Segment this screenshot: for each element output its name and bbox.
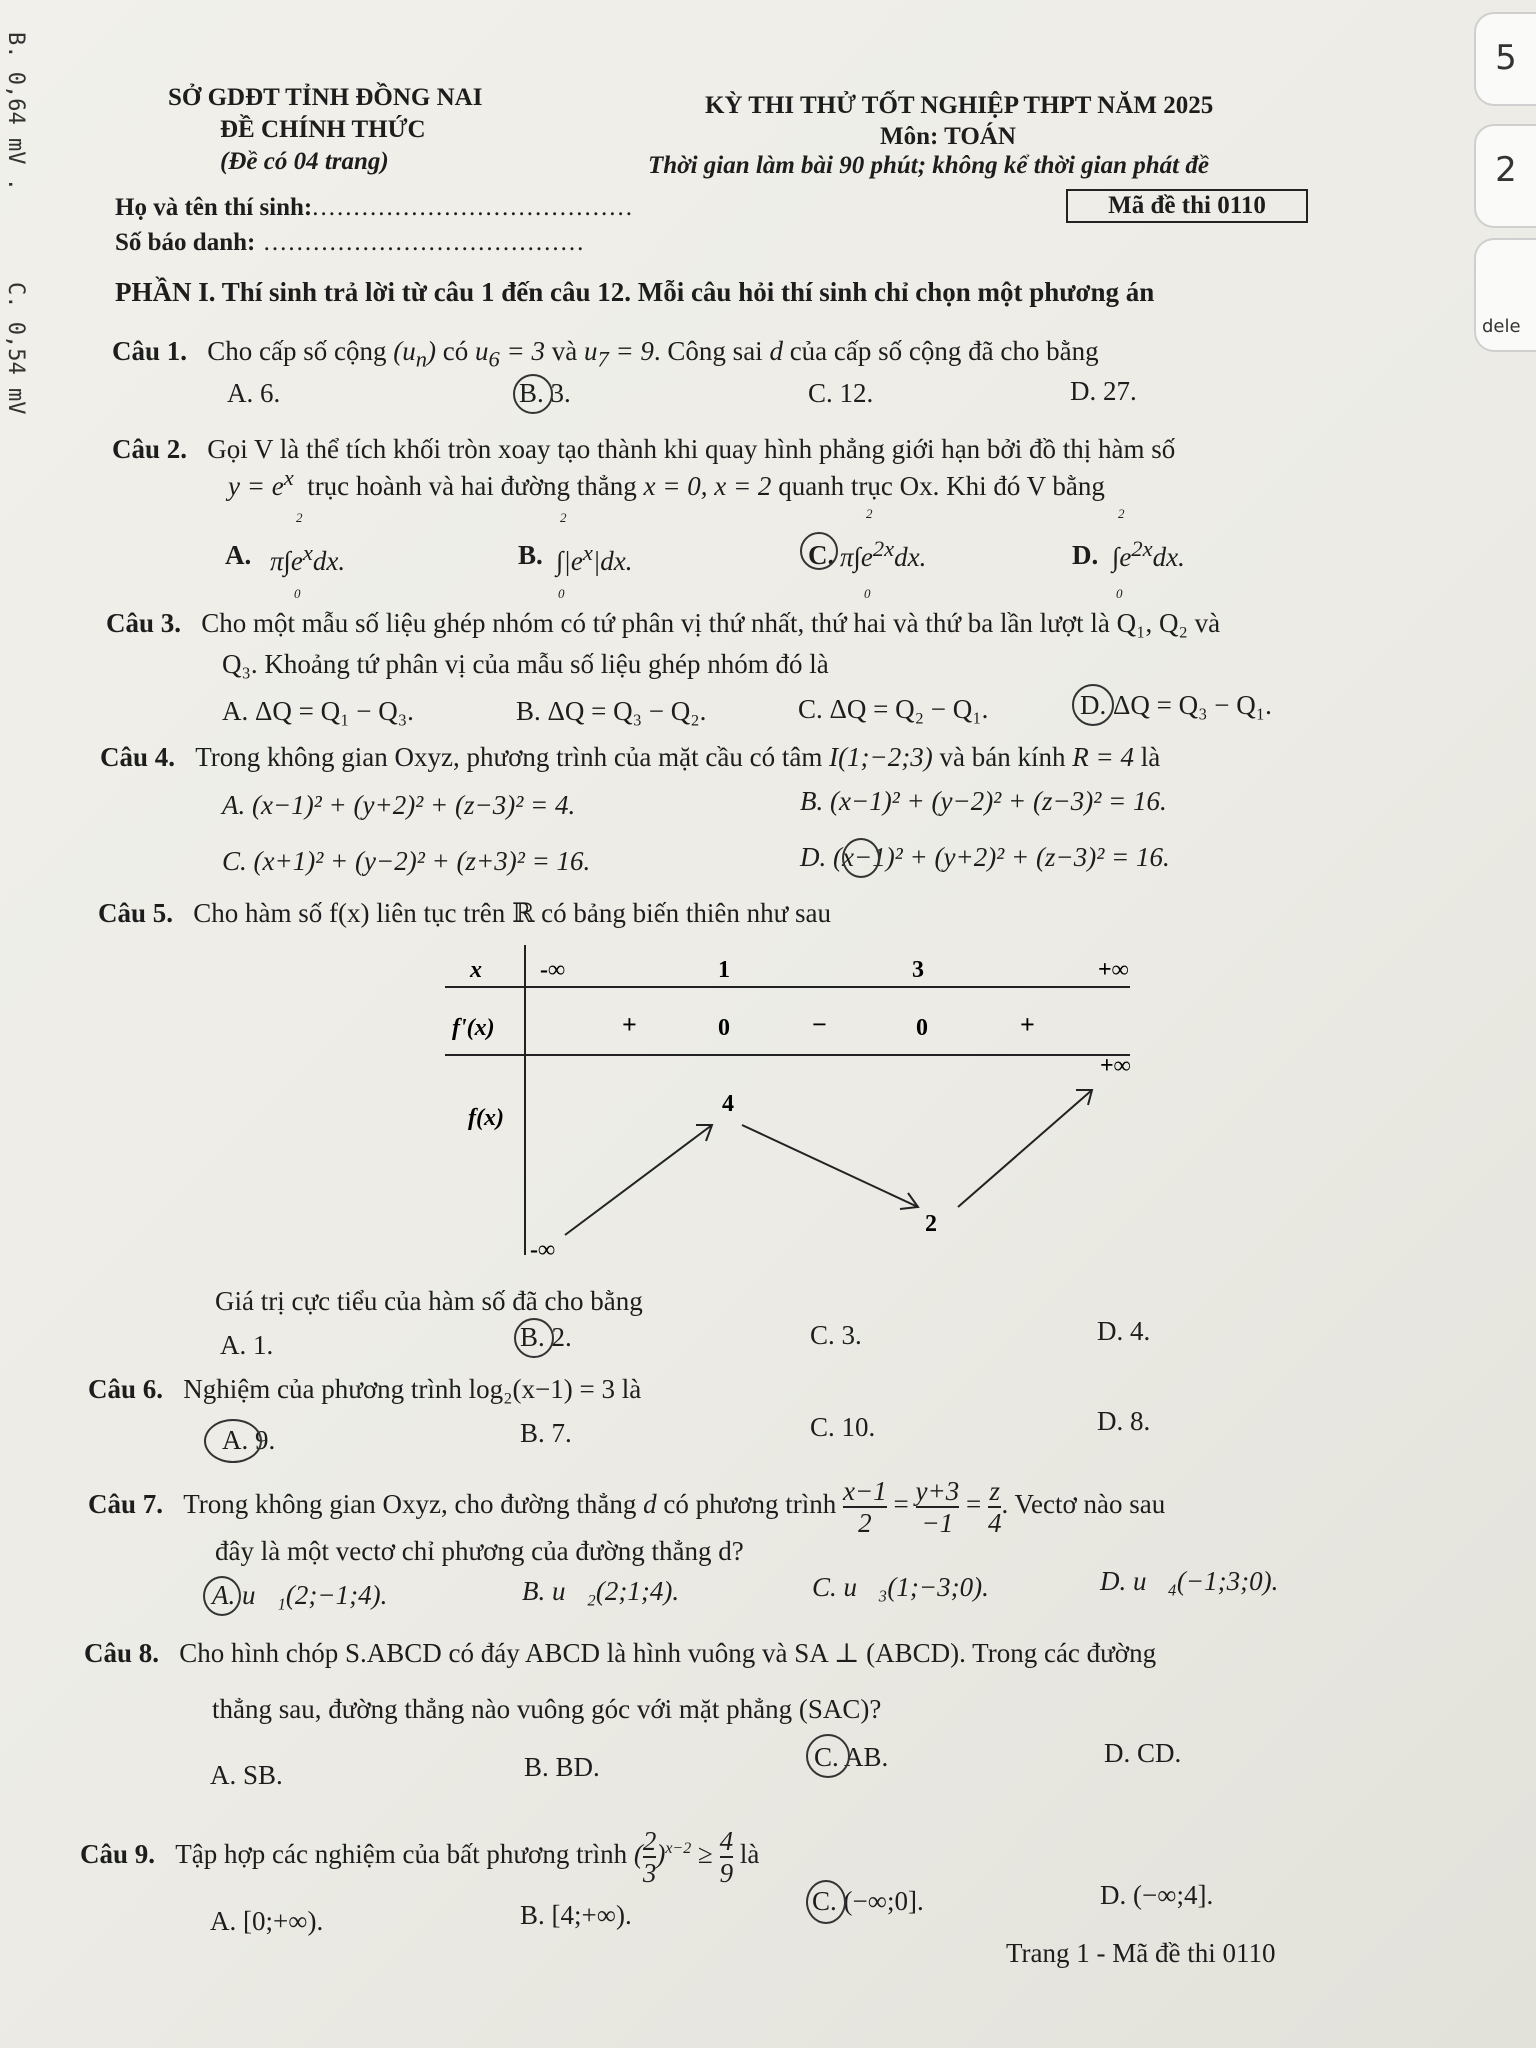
q7-option-c[interactable]: C. u⃗₃(1;−3;0).	[812, 1572, 989, 1602]
q2-answer-mark	[800, 532, 838, 570]
q8-line2: thẳng sau, đường thẳng nào vuông góc với mặt phẳng (SAC)?	[212, 1694, 882, 1724]
q3-answer-mark	[1072, 684, 1114, 726]
q1-stem: Câu 1. Cho cấp số cộng $(u_n)$ có $u_6 = 3$ và $u_7 = 9$. Công sai d của cấp số cộng đã cho bằng	[112, 336, 1099, 372]
table-x-value-3: 3	[912, 957, 924, 983]
margin-note-c: C. 0,54 mV	[3, 282, 28, 415]
table-sign-1: +	[622, 1010, 637, 1039]
q6-label: Câu 6.	[88, 1374, 164, 1404]
q3-option-a[interactable]: A. ΔQ = Q₁ − Q₃.	[222, 696, 414, 726]
q7-option-b[interactable]: B. u⃗₂(2;1;4).	[522, 1576, 680, 1606]
q6-text: Nghiệm của phương trình log₂(x−1) = 3 là	[183, 1374, 642, 1404]
q4-radius: R = 4	[1072, 742, 1134, 772]
q9-stem: Câu 9. Tập hợp các nghiệm của bất phương trình ( 2 3)$^{x-2}$ ≥ 4 9 là	[80, 1826, 760, 1888]
q7-text-c: . Vectơ nào sau	[1001, 1489, 1166, 1520]
exam-page: B. 0,64 mV . C. 0,54 mV 5 2 dele SỞ GDĐT TỈNH ĐỒNG NAI ĐỀ CHÍNH THỨC (Đề có 04 trang) KỲ THI THỬ TỐT NGHIỆP THPT NĂM 2025 Môn: TOÁN Thời gian làm bài 90 phút; không kể thời gian phát đề Họ và tên thí sinh:....................................... Số báo danh: ....................................... Mã đề thi 0110 PHẦN I. Thí sinh trả lời từ câu 1 đến câu 12. Mỗi câu hỏi thí sinh chỉ chọn một phương án Câu 1. Cho cấp số cộng $(u_n)$ có $u_6 = 3$ và $u_7 = 9$. Công sai d của cấp số cộng đã cho bằng A. 6. B. 3. C. 12. D. 27. Câu 2. Gọi V là thể tích khối tròn xoay tạo thành khi quay hình phẳng giới hạn bởi đồ thị hàm số $y = e^x$ trục hoành và hai đường thẳng x = 0, x = 2 quanh trục Ox. Khi đó V bằng A. 2 $\pi\int e^xdx$. 0 B. 2 $\int|e^x|dx$. 0 C. 2 $\pi\int e^{2x}dx$. 0 D. 2 $\int e^{2x}dx$. 0 Câu 3. Cho một mẫu số liệu ghép nhóm có tứ phân vị thứ nhất, thứ hai và thứ ba lần lượt là Q₁, Q₂ và Q₃. Khoảng tứ phân vị của mẫu số liệu ghép nhóm đó là A. ΔQ = Q₁ − Q₃. B. ΔQ = Q₃ − Q₂. C. ΔQ = Q₂ − Q₁. D. ΔQ = Q₃ − Q₁. Câu 4. Trong không gian Oxyz, phương trình của mặt cầu có tâm I(1;−2;3) và bán kính R = 4 là A. (x−1)² + (y+2)² + (z−3)² = 4. B. (x−1)² + (y−2)² + (z−3)² = 16. C. (x+1)² + (y−2)² + (z+3)² = 16. D. (x−1)² + (y+2)² + (z−3)² = 16. Câu 5. Cho hàm số f(x) liên tục trên ℝ có bảng biến thiên như sau x f'(x) f(x) -∞ 1 3 +∞ + 0 − 0 + -∞ 4 2 +∞ Giá trị cực tiểu của hàm số đã cho bằng A. 1. B. 2. C. 3. D. 4. Câu 6. Nghiệm của phương trình log₂(x−1) = 3 là A. 9. B. 7. C. 10. D. 8. Câu 7. Trong không gian Oxyz, cho đường thẳng d có phương trình x−1 2 = y+3 −1 = z 4. Vectơ nào sau đây là một vectơ chỉ phương của đường thẳng d? A. u⃗₁(2;−1;4). B. u⃗₂(2;1;4). C. u⃗₃(1;−3;0). D. u⃗₄(−1;3;0). Câu 8. Cho hình chóp S.ABCD có đáy ABCD là hình vuông và SA ⊥ (ABCD). Trong các đường thẳng sau, đường thẳng nào vuông góc với mặt phẳng (SAC)? A. SB. B. BD. C. AB. D. CD. Câu 9. Tập hợp các nghiệm của bất phương trình ( 2 3)$^{x-2}$ ≥ 4 9 là A. [0;+∞). B. [4;+∞). C. (−∞;0]. D. (−∞;4]. Trang 1 - Mã đề thi 0110	[0, 0, 1536, 2048]
q4-option-b[interactable]: B. (x−1)² + (y−2)² + (z−3)² = 16.	[800, 786, 1167, 816]
q2-line1	[112, 434, 1175, 465]
q1-label: Câu 1.	[112, 336, 188, 366]
q4-text-a: Trong không gian Oxyz, phương trình của mặt cầu có tâm	[195, 742, 823, 772]
table-sign-4: 0	[916, 1015, 928, 1041]
q4-option-d[interactable]: D. (x−1)² + (y+2)² + (z−3)² = 16.	[800, 842, 1170, 872]
q1-text-e: của cấp số cộng đã cho bằng	[789, 336, 1099, 366]
q7-answer-mark	[203, 1576, 241, 1616]
id-label: Số báo danh:	[115, 229, 256, 256]
table-sign-3: −	[812, 1010, 827, 1039]
q2-label: Câu 2.	[112, 434, 188, 464]
student-name-field: Họ và tên thí sinh:.......................................	[115, 194, 635, 221]
q8-option-b[interactable]: B. BD.	[524, 1752, 600, 1782]
table-f-label: f(x)	[468, 1105, 504, 1131]
page-tab-top	[1474, 12, 1536, 106]
q1-option-b[interactable]: B. 3.	[519, 378, 571, 408]
q8-text-1: Cho hình chóp S.ABCD có đáy ABCD là hình vuông và SA ⊥ (ABCD). Trong các đường	[179, 1638, 1157, 1668]
exam-code-box: Mã đề thi 0110	[1066, 189, 1308, 223]
q9-option-c[interactable]: C. (−∞;0].	[812, 1886, 924, 1916]
q5-question: Giá trị cực tiểu của hàm số đã cho bằng	[215, 1286, 643, 1316]
q9-option-b[interactable]: B. [4;+∞).	[520, 1900, 632, 1930]
table-arrowhead-2	[900, 1193, 918, 1209]
q5-answer-mark	[514, 1318, 554, 1358]
q7-text-a: Trong không gian Oxyz, cho đường thẳng	[183, 1489, 637, 1520]
q2-option-c-label[interactable]: C.	[808, 540, 835, 570]
q2-line2: $y = e^x$ trục hoành và hai đường thẳng x = 0, x = 2 quanh trục Ox. Khi đó V bằng	[228, 465, 1105, 501]
q8-option-d[interactable]: D. CD.	[1104, 1738, 1182, 1768]
table-f-value-2: 4	[722, 1091, 734, 1117]
page-tab-number: 5	[1495, 38, 1517, 78]
q3-line2: Q₃. Khoảng tứ phân vị của mẫu số liệu ghép nhóm đó là	[222, 649, 829, 679]
q6-option-b[interactable]: B. 7.	[520, 1418, 572, 1448]
q9-answer-mark	[806, 1880, 846, 1924]
q9-option-d[interactable]: D. (−∞;4].	[1100, 1880, 1214, 1910]
q5-option-a[interactable]: A. 1.	[220, 1330, 274, 1360]
q6-option-a[interactable]: A. 9.	[222, 1425, 276, 1455]
name-label: Họ và tên thí sinh:	[115, 194, 313, 221]
q8-answer-mark	[806, 1734, 850, 1778]
table-x-value-4: +∞	[1098, 957, 1129, 983]
q2-option-b-label[interactable]: B.	[518, 540, 543, 570]
table-sign-5: +	[1020, 1010, 1035, 1039]
dept-name: SỞ GDĐT TỈNH ĐỒNG NAI	[168, 84, 483, 111]
q4-option-c[interactable]: C. (x+1)² + (y−2)² + (z+3)² = 16.	[222, 846, 591, 876]
exam-title: KỲ THI THỬ TỐT NGHIỆP THPT NĂM 2025	[705, 92, 1214, 119]
page-tab-mid	[1474, 124, 1536, 228]
page-tab-text: dele	[1482, 316, 1521, 337]
q4-text-e: là	[1140, 742, 1161, 772]
q8-line1	[84, 1638, 1156, 1669]
q5-option-c[interactable]: C. 3.	[810, 1320, 862, 1350]
q3-label: Câu 3.	[106, 608, 182, 638]
table-arrow-down	[742, 1125, 918, 1207]
time-note: Thời gian làm bài 90 phút; không kể thời gian phát đề	[648, 152, 1209, 179]
q3-text-1: Cho một mẫu số liệu ghép nhóm có tứ phân vị thứ nhất, thứ hai và thứ ba lần lượt là Q₁, Q₂ và	[201, 608, 1221, 638]
q1-text-a: Cho cấp số cộng	[207, 336, 387, 366]
q5-line1	[98, 898, 831, 929]
q1-option-c[interactable]: C. 12.	[808, 378, 874, 408]
q5-label: Câu 5.	[98, 898, 174, 928]
q4-line1	[100, 742, 1160, 773]
q5-text: Cho hàm số f(x) liên tục trên ℝ có bảng biến thiên như sau	[193, 898, 831, 928]
q4-answer-mark	[842, 838, 880, 878]
q1-option-d[interactable]: D. 27.	[1070, 376, 1137, 406]
q3-option-d[interactable]: D. ΔQ = Q₃ − Q₁.	[1080, 690, 1272, 720]
q8-option-c[interactable]: C. AB.	[814, 1742, 889, 1772]
q1-option-a[interactable]: A. 6.	[227, 378, 281, 408]
table-x-value-2: 1	[718, 957, 730, 983]
q9-text-b: là	[739, 1839, 760, 1870]
part-heading: PHẦN I. Thí sinh trả lời từ câu 1 đến câu 12. Mỗi câu hỏi thí sinh chỉ chọn một phương án	[115, 277, 1155, 307]
q4-option-a[interactable]: A. (x−1)² + (y+2)² + (z−3)² = 4.	[222, 790, 576, 820]
q6-answer-mark	[204, 1419, 262, 1463]
q9-label: Câu 9.	[80, 1839, 156, 1870]
q2-option-a-label[interactable]: A.	[225, 540, 252, 570]
q7-label: Câu 7.	[88, 1489, 164, 1520]
table-arrow-up-1	[565, 1125, 712, 1235]
subject: Môn: TOÁN	[880, 123, 1016, 150]
table-fp-label: f'(x)	[452, 1015, 495, 1041]
q2-text-2a: trục hoành và hai đường thẳng	[307, 471, 637, 501]
q1-text-d: . Công sai	[653, 336, 763, 366]
table-arrow-up-2	[958, 1090, 1092, 1207]
q4-text-c: và bán kính	[939, 742, 1066, 772]
q4-center: I(1;−2;3)	[829, 742, 933, 772]
q8-label: Câu 8.	[84, 1638, 160, 1668]
table-sign-2: 0	[718, 1015, 730, 1041]
margin-note-b: B. 0,64 mV .	[3, 32, 28, 191]
q6-option-d[interactable]: D. 8.	[1097, 1406, 1151, 1436]
table-f-value-4: +∞	[1100, 1053, 1131, 1079]
page-count: (Đề có 04 trang)	[220, 148, 389, 175]
table-f-value-3: 2	[925, 1211, 937, 1237]
q4-label: Câu 4.	[100, 742, 176, 772]
q9-option-a[interactable]: A. [0;+∞).	[210, 1906, 324, 1936]
student-id-field: Số báo danh: .......................................	[115, 229, 586, 256]
table-x-label: x	[470, 957, 482, 983]
variation-table	[430, 945, 1150, 1275]
q2-text-2b: quanh trục Ox. Khi đó V bằng	[778, 471, 1105, 501]
q7-line2: đây là một vectơ chỉ phương của đường thẳng d?	[215, 1536, 744, 1566]
table-x-value-1: -∞	[540, 957, 566, 983]
q7-text-b: có phương trình	[663, 1489, 837, 1520]
q5-option-d[interactable]: D. 4.	[1097, 1316, 1151, 1346]
q5-option-b[interactable]: B. 2.	[520, 1322, 572, 1352]
q1-answer-mark	[513, 374, 553, 414]
q9-text-a: Tập hợp các nghiệm của bất phương trình	[175, 1839, 628, 1870]
page-tab-low	[1474, 238, 1536, 352]
q7-option-d[interactable]: D. u⃗₄(−1;3;0).	[1100, 1566, 1279, 1596]
official-label: ĐỀ CHÍNH THỨC	[220, 116, 426, 143]
q8-option-a[interactable]: A. SB.	[210, 1760, 283, 1790]
q1-text-b: có	[442, 336, 469, 366]
q2-text-1: Gọi V là thể tích khối tròn xoay tạo thành khi quay hình phẳng giới hạn bởi đồ thị hàm số	[207, 434, 1176, 464]
q7-option-a[interactable]: A. u⃗₁(2;−1;4).	[212, 1580, 388, 1610]
q3-option-c[interactable]: C. ΔQ = Q₂ − Q₁.	[798, 694, 989, 724]
q3-line1	[106, 608, 1220, 639]
q6-stem	[88, 1374, 641, 1405]
page-tab-number-2: 2	[1495, 150, 1517, 190]
page-footer: Trang 1 - Mã đề thi 0110	[1006, 1938, 1276, 1968]
q2-option-d-label[interactable]: D.	[1072, 540, 1099, 570]
q6-option-c[interactable]: C. 10.	[810, 1412, 876, 1442]
q3-option-b[interactable]: B. ΔQ = Q₃ − Q₂.	[516, 696, 707, 726]
table-f-value-1: -∞	[530, 1237, 556, 1263]
q7-line1: Câu 7. Trong không gian Oxyz, cho đường thẳng d có phương trình x−1 2 = y+3 −1 = z 4. Vectơ nào sau	[88, 1476, 1166, 1538]
q1-text-c: và	[551, 336, 578, 366]
